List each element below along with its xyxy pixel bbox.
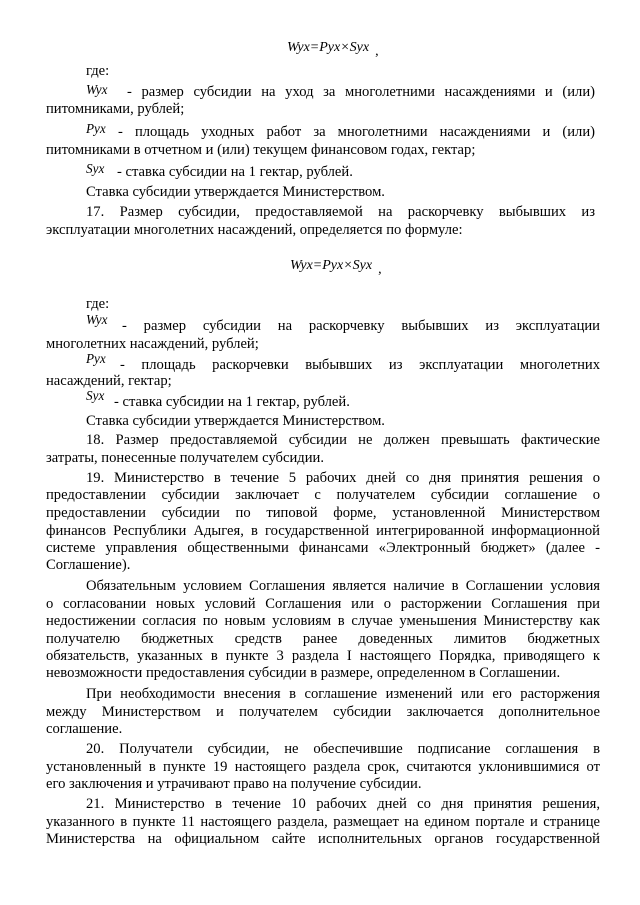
rate-note-1: Ставка субсидии утверждается Министерством. xyxy=(86,184,385,200)
paragraph-19-line: 19. Министерство в течение 5 рабочих дней со дня принятия решения о xyxy=(86,470,600,486)
paragraph-20-line: 20. Получатели субсидии, не обеспечившие подписание соглашения в xyxy=(86,741,600,757)
definition-s-2-var: Syx xyxy=(86,388,105,403)
definition-s-1-var: Syx xyxy=(86,161,105,176)
definition-w-1-line2: питомниками, рублей; xyxy=(46,101,185,117)
paragraph-19-line: предоставлении субсидии по типовой форме, установленной Министерством xyxy=(46,505,600,521)
paragraph-18-line2: затраты, понесенные получателем субсидии. xyxy=(46,450,324,466)
paragraph-17-line1: 17. Размер субсидии, предоставляемой на раскорчевку выбывших из xyxy=(86,204,595,220)
formula-1 xyxy=(287,40,379,59)
mandatory-condition-line: Обязательным условием Соглашения является наличие в Соглашении условия xyxy=(86,578,600,594)
definition-p-2-line1: - площадь раскорчевки выбывших из эксплуатации многолетних xyxy=(120,357,600,373)
paragraph-19-line: Соглашение). xyxy=(46,557,131,573)
formula-2-text: Wyx=Pyx×Syx xyxy=(290,258,373,273)
paragraph-19-line: финансов Республики Адыгея, в государственной интегрированной информационной xyxy=(46,523,600,539)
formula-1-comma: , xyxy=(375,44,379,59)
paragraph-21-line: 21. Министерство в течение 10 рабочих дней со дня принятия решения, xyxy=(86,796,600,812)
formula-2-comma: , xyxy=(378,262,382,277)
paragraph-21-line: Министерства на официальном сайте исполнительных органов государственной xyxy=(46,831,600,847)
paragraph-19-line: системе управления общественными финансами «Электронный бюджет» (далее - xyxy=(46,540,600,556)
formula-1-text: Wyx=Pyx×Syx xyxy=(287,40,370,55)
definition-p-2-var: Pyx xyxy=(86,351,106,366)
changes-line: соглашение. xyxy=(46,721,123,737)
paragraph-20-line: его заключения и утрачивают право на получение субсидии. xyxy=(46,776,422,792)
definition-s-2-text: - ставка субсидии на 1 гектар, рублей. xyxy=(114,394,350,410)
definition-p-1-line2: питомниками в отчетном и (или) текущем финансовом годах, гектар; xyxy=(46,142,476,158)
paragraph-17-line2: эксплуатации многолетних насаждений, определяется по формуле: xyxy=(46,222,463,238)
mandatory-condition-line: о согласовании новых условий Соглашения или о расторжении Соглашения при xyxy=(46,596,600,612)
definition-w-1-line1: - размер субсидии на уход за многолетними насаждениями и (или) xyxy=(127,84,595,100)
definition-w-2-var: Wyx xyxy=(86,312,108,327)
changes-line: При необходимости внесения в соглашение изменений или его расторжения xyxy=(86,686,600,702)
mandatory-condition-line: получателю бюджетных средств ранее доведенных лимитов бюджетных xyxy=(46,631,600,647)
definition-w-2-line2: многолетних насаждений, рублей; xyxy=(46,336,259,352)
formula-2 xyxy=(290,258,382,277)
definition-p-1-line1: - площадь уходных работ за многолетними насаждениями и (или) xyxy=(118,124,595,140)
paragraph-18-line1: 18. Размер предоставляемой субсидии не должен превышать фактические xyxy=(86,432,600,448)
paragraph-21-line: указанного в пункте 11 настоящего раздела, размещает на едином портале и странице xyxy=(46,814,600,830)
mandatory-condition-line: невозможности предоставления субсидии в размере, определенном в Соглашении. xyxy=(46,665,561,681)
paragraph-19-line: предоставлении субсидии заключает с получателем субсидии соглашение о xyxy=(46,487,600,503)
definition-s-1-text: - ставка субсидии на 1 гектар, рублей. xyxy=(117,164,353,180)
definition-w-2-line1: - размер субсидии на раскорчевку выбывших из эксплуатации xyxy=(122,318,600,334)
definition-w-1-var: Wyx xyxy=(86,82,108,97)
mandatory-condition-line: обязательств, указанных в пункте 3 раздела I настоящего Порядка, приводящего к xyxy=(46,648,600,664)
mandatory-condition-line: недостижении согласия по новым условиям в случае уменьшения Министерству как xyxy=(46,613,600,629)
rate-note-2: Ставка субсидии утверждается Министерством. xyxy=(86,413,385,429)
definition-p-1-var: Pyx xyxy=(86,121,106,136)
changes-line: между Министерством и получателем субсидии заключается дополнительное xyxy=(46,704,600,720)
definition-p-2-line2: насаждений, гектар; xyxy=(46,373,172,389)
where-label-1: где: xyxy=(86,63,110,79)
paragraph-20-line: установленный в пункте 19 настоящего раздела срок, считаются уклонившимися от xyxy=(46,759,600,775)
where-label-2: где: xyxy=(86,296,110,312)
